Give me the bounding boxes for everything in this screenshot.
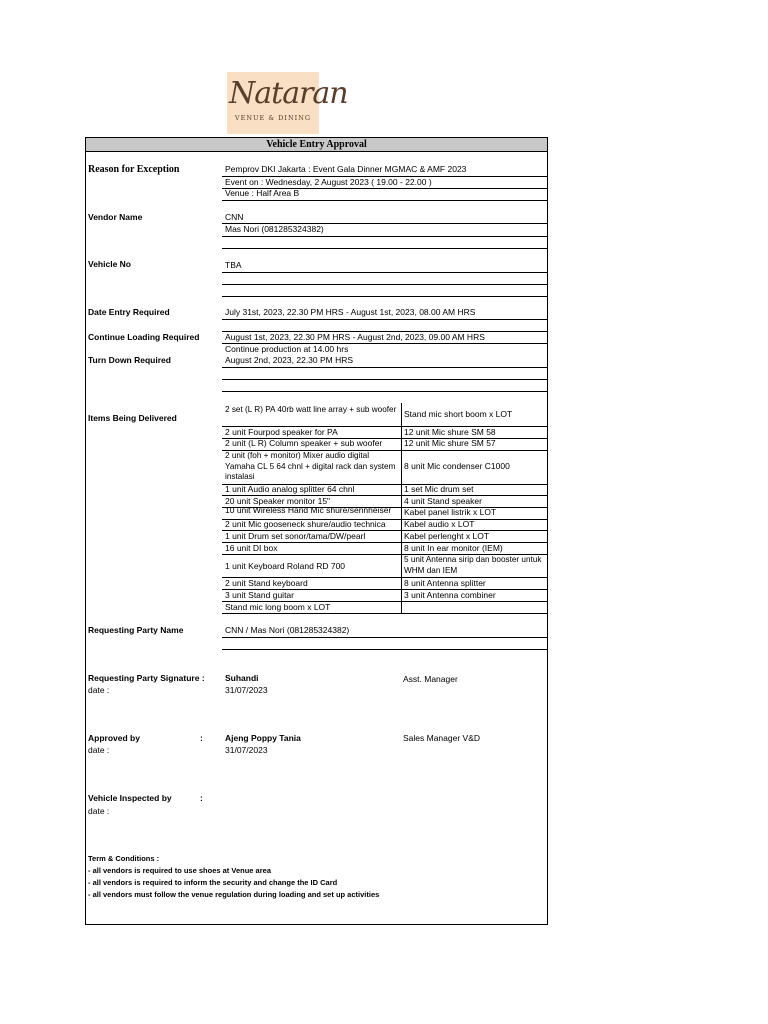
item-left: 1 unit Audio analog splitter 64 chnl xyxy=(225,484,355,494)
item-right: Kabel perlenght x LOT xyxy=(404,531,490,541)
item-right: 8 unit Antenna splitter xyxy=(404,578,486,588)
logo-subtitle: VENUE & DINING xyxy=(234,114,312,122)
vehicle-label: Vehicle No xyxy=(88,259,131,269)
rule xyxy=(222,248,547,249)
rule xyxy=(222,319,547,320)
rule xyxy=(222,200,547,201)
turn-down-value: August 2nd, 2023, 22.30 PM HRS xyxy=(225,355,354,365)
reason-line2: Event on : Wednesday, 2 August 2023 ( 19.00 - 22.00 ) xyxy=(225,177,432,187)
rule xyxy=(222,637,547,638)
rule xyxy=(222,272,547,273)
item-left: 2 unit (L R) Column speaker + sub woofer xyxy=(225,438,383,448)
signature-name: Suhandi xyxy=(225,673,259,683)
reason-label: Reason for Exception xyxy=(88,164,180,175)
rule xyxy=(222,613,547,614)
item-right: 8 unit In ear monitor (IEM) xyxy=(404,543,503,553)
item-right: Stand mic short boom x LOT xyxy=(404,409,513,419)
item-right: Kabel audio x LOT xyxy=(404,519,475,529)
item-left: 2 unit Fourpod speaker for PA xyxy=(225,427,338,437)
terms-item: - all vendors must follow the venue regulation during loading and set up activities xyxy=(88,890,380,899)
item-left: 16 unit DI box xyxy=(225,543,278,553)
terms-block xyxy=(88,853,379,901)
terms-heading: Term & Conditions : xyxy=(88,854,160,863)
terms-item: - all vendors is required to use shoes at Venue area xyxy=(88,866,271,875)
item-left: 3 unit Stand guitar xyxy=(225,590,294,600)
item-left: 20 unit Speaker monitor 15" xyxy=(225,496,331,506)
continue-loading-line2: Continue production at 14.00 hrs xyxy=(225,344,349,354)
signature-label: Requesting Party Signature : xyxy=(88,673,205,683)
rule xyxy=(222,367,547,368)
item-left: Stand mic long boom x LOT xyxy=(225,602,331,612)
item-left: 1 unit Keyboard Roland RD 700 xyxy=(225,561,346,571)
item-right: 12 unit Mic shure SM 58 xyxy=(404,427,496,437)
date-entry-value: July 31st, 2023, 22.30 PM HRS - August 1st, 2023, 08.00 AM HRS xyxy=(225,307,476,317)
item-right: 12 unit Mic shure SM 57 xyxy=(404,438,496,448)
approved-name: Ajeng Poppy Tania xyxy=(225,733,301,743)
item-right: 1 set Mic drum set xyxy=(404,484,474,494)
vehicle-no: TBA xyxy=(225,260,242,270)
signature-title: Asst. Manager xyxy=(403,674,458,684)
item-right: 8 unit Mic condenser C1000 xyxy=(404,461,510,471)
item-right: 3 unit Antenna combiner xyxy=(404,590,496,600)
approved-colon: : xyxy=(200,733,203,743)
inspected-by-label: Vehicle Inspected by xyxy=(88,793,172,803)
requesting-party-value: CNN / Mas Nori (081285324382) xyxy=(225,625,350,635)
continue-loading-label: Continue Loading Required xyxy=(88,332,200,342)
items-column-divider xyxy=(401,403,402,614)
turn-down-label: Turn Down Required xyxy=(88,355,171,365)
rule xyxy=(222,379,547,380)
item-right: 5 unit Antenna sirip dan booster untuk WHM dan IEM xyxy=(404,555,542,575)
approved-date: 31/07/2023 xyxy=(225,745,268,755)
approved-title: Sales Manager V&D xyxy=(403,733,481,743)
vendor-line1: CNN xyxy=(225,212,244,222)
approved-date-label: date : xyxy=(88,745,110,755)
item-right: Kabel panel listrik x LOT xyxy=(404,507,497,517)
item-left: 2 unit Mic gooseneck shure/audio technica xyxy=(225,519,386,529)
logo-script: Nataran xyxy=(229,76,348,111)
rule xyxy=(222,284,547,285)
vendor-line2: Mas Nori (081285324382) xyxy=(225,224,324,234)
item-left: 1 unit Drum set sonor/tama/DW/pearl xyxy=(225,531,366,541)
item-right: 4 unit Stand speaker xyxy=(404,496,482,506)
rule xyxy=(222,391,547,392)
venue-logo xyxy=(227,72,348,134)
item-left-clipped: 10 unit Wireless Hand Mic shure/sennheiser xyxy=(225,507,392,515)
form-title: Vehicle Entry Approval xyxy=(86,138,547,152)
item-left: 2 unit Stand keyboard xyxy=(225,578,308,588)
item-left: 2 set (L R) PA 40rb watt line array + sub woofer xyxy=(225,405,397,414)
rule xyxy=(222,649,547,650)
continue-loading-line1: August 1st, 2023, 22.30 PM HRS - August 2nd, 2023, 09.00 AM HRS xyxy=(225,332,485,342)
inspected-colon: : xyxy=(200,793,203,803)
date-entry-label: Date Entry Required xyxy=(88,307,170,317)
item-left: 2 unit (foh + monitor) Mixer audio digital Yamaha CL 5 64 chnl + digital rack dan system instalasi xyxy=(225,451,396,481)
reason-line3: Venue : Half Area B xyxy=(225,188,300,198)
items-label: Items Being Delivered xyxy=(88,413,177,423)
approved-by-label: Approved by xyxy=(88,733,140,743)
signature-date-label: date : xyxy=(88,685,110,695)
terms-item: - all vendors is required to inform the security and change the ID Card xyxy=(88,878,338,887)
vendor-label: Vendor Name xyxy=(88,212,143,222)
signature-date: 31/07/2023 xyxy=(225,685,268,695)
requesting-party-label: Requesting Party Name xyxy=(88,625,184,635)
rule xyxy=(222,296,547,297)
inspected-date-label: date : xyxy=(88,806,110,816)
reason-line1: Pemprov DKI Jakarta : Event Gala Dinner MGMAC & AMF 2023 xyxy=(225,164,467,174)
rule xyxy=(222,236,547,237)
